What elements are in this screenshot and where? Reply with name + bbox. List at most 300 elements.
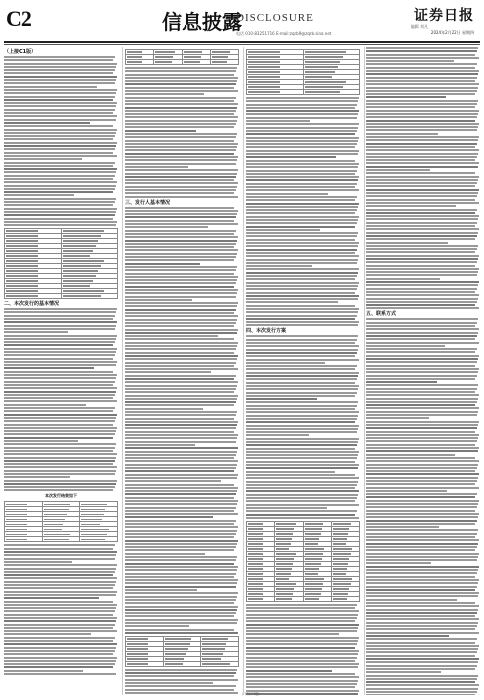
text-line [4,489,113,491]
text-line [125,460,238,462]
text-line [125,447,238,449]
text-line [246,130,357,132]
masthead [0,0,484,42]
text-line [246,620,355,622]
table-cell [303,90,360,95]
text-line [4,86,97,88]
text-line [125,497,234,499]
text-line [125,523,234,525]
text-line [366,569,478,571]
text-line [125,166,188,168]
text-line [246,670,332,672]
text-line [366,87,478,89]
text-line [246,444,357,446]
text-line [4,407,115,409]
text-line [125,675,234,677]
text-line [125,136,236,138]
text-line [366,526,439,528]
text-line [125,269,236,271]
text-line [366,595,478,597]
text-line [125,434,238,436]
text-line [366,225,475,227]
text-line [125,130,196,132]
text-line [4,132,116,134]
text-line [4,198,116,200]
text-line [366,169,430,171]
text-line [4,404,86,406]
text-line [366,477,478,479]
text-line [366,318,478,320]
text-line [125,563,234,565]
text-line [125,213,237,215]
text-line [125,679,238,681]
text-line [366,553,479,555]
text-line [4,92,116,94]
text-line [125,332,237,334]
text-line [4,178,113,180]
text-line [366,338,475,340]
text-line [366,434,479,436]
text-line [4,391,116,393]
text-line [125,163,236,165]
text-line [125,388,236,390]
text-line [125,329,238,331]
text-line [125,530,237,532]
text-line [366,384,478,386]
text-line [125,573,236,575]
text-line [246,140,358,142]
text-line [125,70,236,72]
text-line [4,554,116,556]
text-line [4,364,116,366]
text-line [125,133,237,135]
text-line [4,148,115,150]
text-line [4,591,117,593]
text-line [366,268,479,270]
text-line [366,325,475,327]
text-line [246,680,358,682]
text-line [125,474,238,476]
text-line [125,467,236,469]
text-line [246,189,359,191]
table-cell [247,596,275,601]
text-line [4,175,115,177]
text-line [366,228,479,230]
text-line [246,265,312,267]
text-line [125,599,236,601]
text-line [246,275,357,277]
text-line [366,467,477,469]
text-line [246,311,358,313]
text-line [366,143,477,145]
text-line [366,424,478,426]
text-line [125,302,238,304]
text-line [4,152,113,154]
text-line [4,624,115,626]
text-line [366,576,475,578]
text-line [366,166,478,168]
text-line [4,387,117,389]
text-line [246,504,359,506]
text-line [246,146,355,148]
text-line [4,354,115,356]
text-line [125,470,234,472]
text-line [125,516,213,518]
text-line [125,408,203,410]
text-line [125,398,237,400]
text-line [366,381,437,383]
text-line [4,453,117,455]
text-line [246,252,355,254]
text-line [366,159,475,161]
text-line [366,470,475,472]
data-table [246,49,360,95]
text-line [366,398,478,400]
text-line [4,208,117,210]
text-line [366,274,477,276]
text-line [4,564,117,566]
text-line [125,143,238,145]
text-line [366,503,478,505]
text-line [125,309,236,311]
text-line [4,463,113,465]
text-line [366,96,446,98]
text-line [246,663,359,665]
text-line [366,215,479,217]
text-line [366,500,479,502]
text-line [246,107,355,109]
text-line [125,352,234,354]
text-line [366,632,479,634]
text-line [4,194,74,196]
text-line [125,536,234,538]
text-line [4,657,117,659]
table-cell [61,294,118,299]
text-line [125,619,238,621]
text-line [246,375,358,377]
text-line [366,60,454,62]
text-line [125,579,238,581]
text-line [366,103,477,105]
text-line [366,388,477,390]
text-line [366,556,478,558]
text-line [125,477,237,479]
text-line [4,358,113,360]
text-line [125,569,237,571]
text-line [125,689,234,691]
text-line [246,392,357,394]
text-line [125,358,237,360]
text-line [246,229,320,231]
text-line [366,688,478,690]
text-line [246,292,355,294]
text-line [125,276,238,278]
text-line [366,510,475,512]
text-line [246,305,355,307]
text-line [366,251,475,253]
text-line [246,448,355,450]
text-line [4,318,113,320]
text-line [125,543,237,545]
text-line [4,597,99,599]
text-line [125,259,234,261]
text-line [125,243,236,245]
text-line [246,610,359,612]
text-line [246,216,359,218]
text-line [125,266,237,268]
text-line [4,443,116,445]
text-line [366,612,477,614]
text-line [4,162,115,164]
text-line [4,571,115,573]
text-line [125,451,237,453]
text-line [4,447,115,449]
text-line [4,112,113,114]
text-line [366,205,456,207]
text-line [246,219,358,221]
text-line [125,596,237,598]
text-line [366,351,475,353]
text-line [4,617,117,619]
text-line [366,281,479,283]
text-line [366,378,475,380]
text-line [366,582,478,584]
text-line [246,235,357,237]
text-line [366,411,478,413]
text-line [125,437,237,439]
text-line [125,526,238,528]
text-line [125,615,234,617]
text-line [366,54,475,56]
text-line [125,315,238,317]
text-line [125,97,236,99]
text-line [366,407,479,409]
text-line [246,507,327,509]
text-line [4,673,116,675]
text-line [125,348,236,350]
text-line [366,675,478,677]
text-line [246,425,359,427]
text-line [366,487,479,489]
text-line [4,384,113,386]
text-line [125,74,234,76]
text-line [366,394,479,396]
section-heading: 二、本次发行的基本情况 [4,301,60,308]
text-line [4,221,117,223]
text-line [125,83,236,85]
text-line [246,643,357,645]
text-line [4,427,117,429]
text-line [125,513,238,515]
text-line [246,321,359,323]
text-line [246,166,358,168]
text-line [125,233,234,235]
text-line [4,476,70,478]
table-cell [154,60,182,65]
text-line [366,113,478,115]
text-line [246,282,359,284]
text-line [246,477,359,479]
text-line [246,647,355,649]
text-line [366,232,478,234]
text-line [4,640,113,642]
text-line [4,620,116,622]
text-line [4,544,115,546]
text-line [366,179,478,181]
text-line [246,352,357,354]
text-line [366,645,479,647]
text-line [4,584,115,586]
text-line [366,146,475,148]
text-line [366,592,479,594]
text-line [125,549,234,551]
text-line [4,660,116,662]
text-line [246,150,359,152]
text-line [246,127,358,129]
text-line [4,344,113,346]
text-line [125,375,236,377]
text-line [366,47,478,49]
text-line [246,156,336,158]
header-rule [4,41,480,43]
text-line [366,93,475,95]
text-line [125,169,238,171]
text-line [366,437,478,439]
text-line [125,371,211,373]
text-line [366,153,478,155]
text-line [246,222,357,224]
text-line [366,523,475,525]
text-line [125,110,236,112]
text-line [366,238,475,240]
text-line [4,188,115,190]
table-row [247,90,360,95]
text-line [125,553,205,555]
text-line [366,586,477,588]
text-line [246,497,357,499]
text-line [246,324,358,326]
text-line [125,216,236,218]
text-line [4,377,116,379]
text-line [125,182,238,184]
text-line [125,196,238,198]
text-line [246,617,357,619]
text-line [246,268,359,270]
text-line [246,295,359,297]
text-line [246,660,355,662]
text-line [366,602,475,604]
text-line [4,185,116,187]
text-line [366,375,477,377]
text-line [366,589,475,591]
text-line [246,345,359,347]
text-line [366,156,477,158]
text-line [366,447,479,449]
text-line [125,520,236,522]
column-4 [366,47,480,695]
text-line [125,559,236,561]
column-1 [4,47,118,695]
text-line [4,433,115,435]
text-line [4,165,113,167]
text-line [246,415,358,417]
text-line [366,195,477,197]
text-line [4,581,116,583]
text-line [125,249,238,251]
text-line [246,471,335,473]
text-line [246,411,359,413]
text-line [366,579,479,581]
text-line [246,342,355,344]
section-heading: 五、联系方式 [366,311,397,318]
text-line [125,612,236,614]
text-line [366,371,478,373]
text-line [246,239,355,241]
table-row [247,596,360,601]
text-line [4,574,113,576]
text-line [246,405,357,407]
text-line [125,342,238,344]
text-line [366,671,441,673]
text-line [4,400,117,402]
data-table [125,636,239,667]
text-line [366,539,479,541]
text-line [366,70,479,72]
text-line [125,385,237,387]
text-line [4,420,115,422]
text-line [125,223,238,225]
text-line [125,378,234,380]
text-line [4,315,115,317]
text-line [125,602,234,604]
text-line [246,382,355,384]
text-line [125,312,234,314]
text-line [125,100,234,102]
table-cell [182,60,210,65]
text-line [366,533,477,535]
text-line [125,391,234,393]
text-line [366,235,477,237]
text-line [366,307,479,309]
text-line [125,296,236,298]
text-line [246,418,357,420]
text-line [366,642,475,644]
text-line [125,253,237,255]
text-line [4,653,113,655]
table-cell [126,661,164,666]
text-line [366,694,475,695]
text-line [246,117,357,119]
text-line [4,610,115,612]
text-line [246,624,359,626]
text-line [125,345,237,347]
text-line [366,684,479,686]
section-heading: 三、发行人基本情况 [125,199,171,206]
text-line [366,83,479,85]
column-3 [246,47,360,695]
text-line [4,96,115,98]
text-line [4,331,68,333]
text-line [4,473,115,475]
editor-credit: 编辑 刘凡 [410,24,428,29]
text-line [246,206,358,208]
text-line [4,325,116,327]
table-row [126,661,239,666]
text-line [4,341,115,343]
text-line [246,633,339,635]
text-line [366,255,479,257]
text-line [125,90,238,92]
